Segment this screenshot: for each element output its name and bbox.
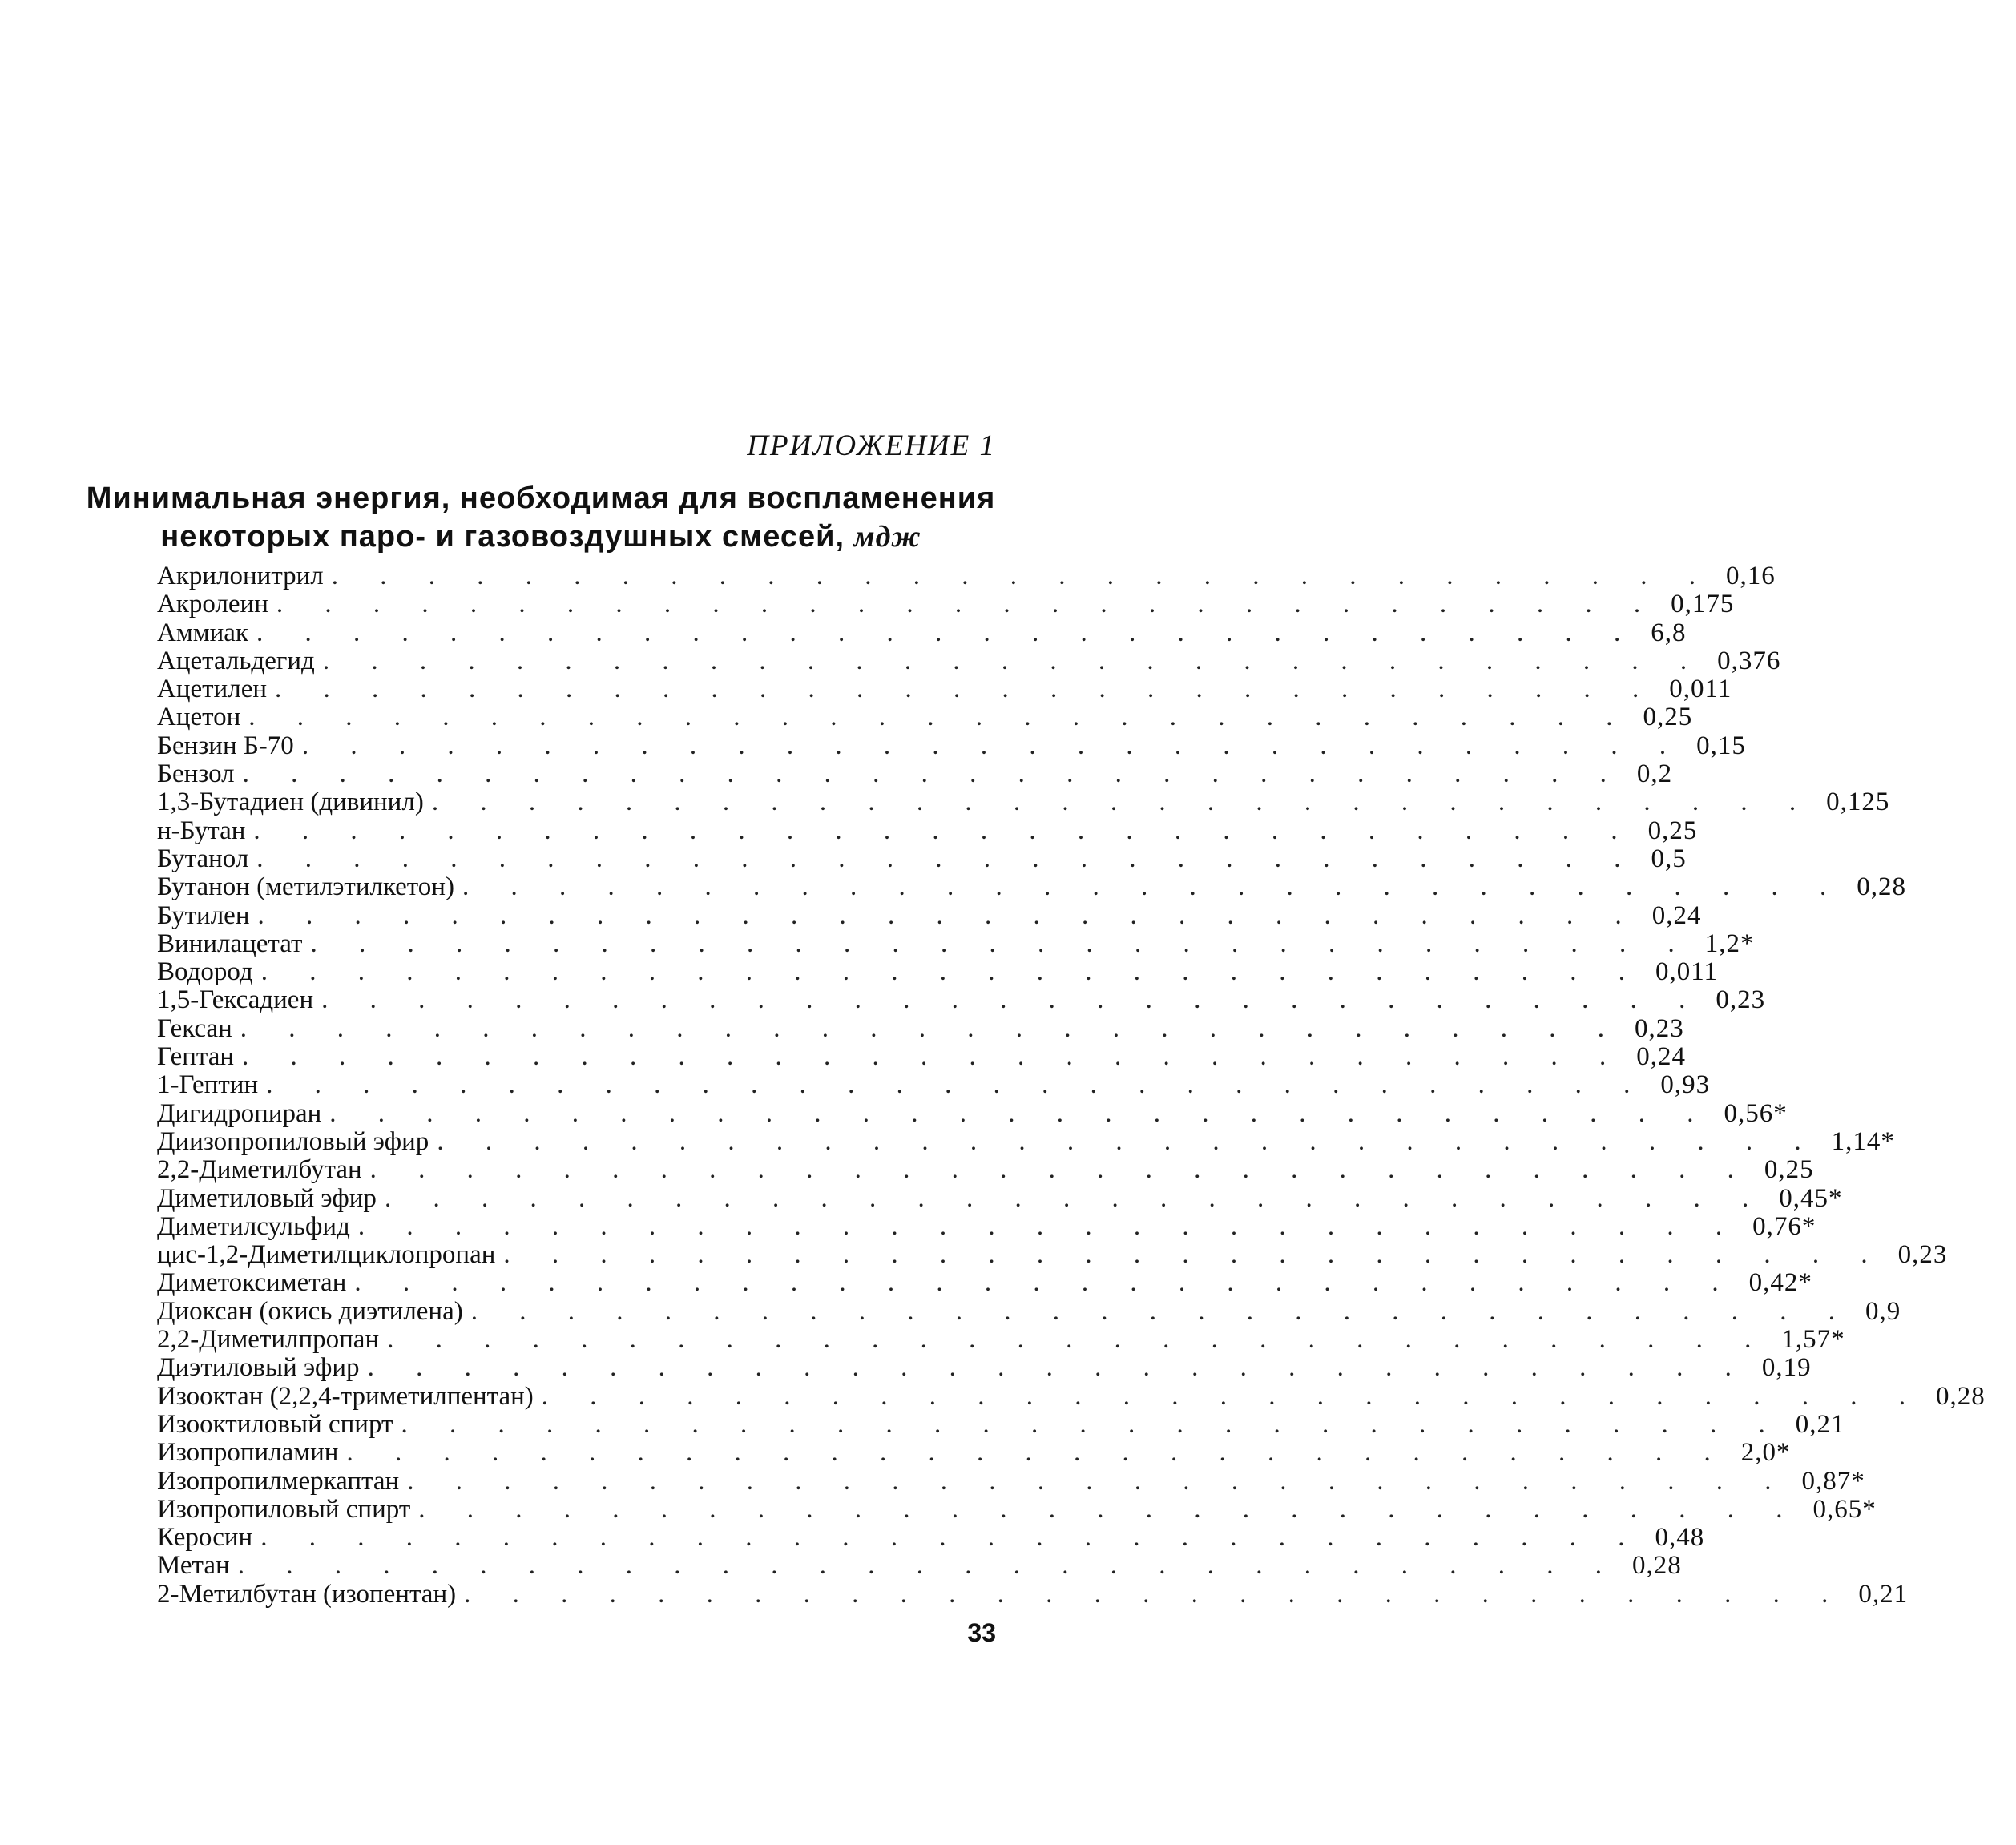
energy-value: 0,011 [1655, 957, 1718, 987]
energy-table [157, 562, 1986, 1609]
dot-leader: . . . . . . . . . . . . . . . . . . . . . . . . . . . . . [275, 675, 1657, 704]
substance-name: Бутанон (метилэтилкетон) [157, 872, 454, 902]
dot-leader: . . . . . . . . . . . . . . . . . . . . . . . . . . . . . [357, 1211, 1740, 1241]
dot-leader: . . . . . . . . . . . . . . . . . . . . . . . . . . . . . [329, 1098, 1712, 1128]
dot-leader: . . . . . . . . . . . . . . . . . . . . . . . . . . . . . [407, 1466, 1789, 1496]
substance-name: Изооктан (2,2,4-триметилпентан) [157, 1381, 534, 1411]
substance-name: н-Бутан [157, 816, 246, 845]
energy-value: 0,23 [1716, 985, 1766, 1015]
table-row [157, 1296, 1901, 1326]
substance-name: Дигидропиран [157, 1098, 322, 1128]
energy-value: 0,24 [1651, 900, 1702, 930]
dot-leader: . . . . . . . . . . . . . . . . . . . . . . . . . . . . . [266, 1070, 1648, 1100]
energy-value: 6,8 [1651, 618, 1687, 647]
table-row [157, 1098, 1788, 1128]
table-row [157, 562, 1776, 590]
energy-value: 0,25 [1647, 816, 1698, 845]
table-row [157, 1126, 1895, 1156]
substance-name: 2,2-Диметилбутан [157, 1155, 362, 1185]
substance-name: Диметиловый эфир [157, 1183, 377, 1213]
substance-name: Ацетальдегид [157, 646, 315, 675]
energy-value: 0,23 [1897, 1240, 1948, 1270]
table-row [157, 590, 1735, 619]
dot-leader: . . . . . . . . . . . . . . . . . . . . . . . . . . . . . [256, 844, 1639, 873]
substance-name: Керосин [157, 1523, 253, 1553]
substance-name: 2-Метилбутан (изопентан) [157, 1579, 457, 1609]
substance-name: Изопропилмеркаптан [157, 1466, 400, 1496]
energy-value: 0,9 [1865, 1296, 1901, 1326]
energy-value: 0,5 [1651, 844, 1687, 873]
dot-leader: . . . . . . . . . . . . . . . . . . . . . . . . . . . . . [257, 900, 1639, 930]
energy-value: 0,28 [1936, 1381, 1986, 1411]
energy-value: 0,28 [1631, 1551, 1682, 1581]
table-row [157, 1325, 1845, 1355]
substance-name: Диоксан (окись диэтилена) [157, 1296, 463, 1326]
substance-name: Метан [157, 1551, 230, 1581]
table-row [157, 1240, 1948, 1270]
energy-value: 0,42* [1748, 1268, 1812, 1298]
title-line-2-text: некоторых паро- и газовоздушных смесей, [160, 520, 845, 554]
dot-leader: . . . . . . . . . . . . . . . . . . . . . . . . . . . . . [464, 1579, 1846, 1609]
dot-leader: . . . . . . . . . . . . . . . . . . . . . . . . . . . . . [387, 1325, 1769, 1355]
dot-leader: . . . . . . . . . . . . . . . . . . . . . . . . . . . . . [346, 1438, 1728, 1468]
table-row [157, 900, 1702, 930]
dot-leader: . . . . . . . . . . . . . . . . . . . . . . . . . . . . . [367, 1353, 1749, 1383]
title-unit: мдж [853, 520, 921, 554]
dot-leader: . . . . . . . . . . . . . . . . . . . . . . . . . . . . . [242, 1042, 1624, 1072]
table-row [157, 816, 1698, 845]
dot-leader: . . . . . . . . . . . . . . . . . . . . . . . . . . . . . [354, 1268, 1736, 1298]
dot-leader: . . . . . . . . . . . . . . . . . . . . . . . . . . . . . [248, 703, 1631, 732]
title-line-2 [80, 518, 1002, 556]
substance-name: 2,2-Диметилпропан [157, 1325, 380, 1355]
dot-leader: . . . . . . . . . . . . . . . . . . . . . . . . . . . . . [384, 1183, 1767, 1213]
energy-value: 0,011 [1669, 675, 1732, 704]
table-row [157, 703, 1693, 732]
table-row [157, 1494, 1877, 1524]
energy-value: 0,25 [1643, 703, 1693, 732]
energy-value: 0,45* [1779, 1183, 1843, 1213]
dot-leader: . . . . . . . . . . . . . . . . . . . . . . . . . . . . . [237, 1551, 1619, 1581]
energy-value: 0,25 [1764, 1155, 1814, 1185]
substance-name: 1,5-Гексадиен [157, 985, 314, 1015]
dot-leader: . . . . . . . . . . . . . . . . . . . . . . . . . . . . . [260, 957, 1643, 987]
energy-value: 0,175 [1671, 590, 1735, 619]
energy-value: 0,19 [1761, 1353, 1812, 1383]
substance-name: Бензол [157, 759, 235, 789]
energy-value: 0,16 [1726, 562, 1776, 590]
energy-value: 2,0* [1740, 1438, 1791, 1468]
table-row [157, 929, 1755, 958]
table-row [157, 1523, 1705, 1553]
table-row [157, 872, 1906, 902]
dot-leader: . . . . . . . . . . . . . . . . . . . . . . . . . . . . . [240, 1013, 1623, 1043]
substance-name: цис-1,2-Диметилциклопропан [157, 1240, 496, 1270]
energy-value: 0,24 [1636, 1042, 1687, 1072]
energy-value: 0,21 [1795, 1409, 1845, 1439]
substance-name: Гексан [157, 1013, 232, 1043]
energy-value: 1,14* [1831, 1126, 1895, 1156]
energy-value: 0,48 [1655, 1523, 1705, 1553]
energy-value: 0,28 [1857, 872, 1906, 902]
substance-name: Ацетилен [157, 675, 267, 704]
title-line-1: Минимальная энергия, необходимая для воспламенения [86, 481, 996, 515]
table-row [157, 1438, 1791, 1468]
table-row [157, 1551, 1682, 1581]
table-row [157, 1579, 1909, 1609]
dot-leader: . . . . . . . . . . . . . . . . . . . . . . . . . . . . . [321, 985, 1704, 1015]
dot-leader: . . . . . . . . . . . . . . . . . . . . . . . . . . . . . [322, 646, 1705, 675]
page-number: 33 [967, 1618, 996, 1647]
substance-name: Ацетон [157, 703, 241, 732]
substance-name: Диэтиловый эфир [157, 1353, 360, 1383]
table-row [157, 1268, 1812, 1298]
energy-value: 0,376 [1717, 646, 1781, 675]
energy-value: 0,76* [1752, 1211, 1816, 1241]
table-row [157, 646, 1781, 675]
substance-name: 1,3-Бутадиен (дивинил) [157, 788, 424, 817]
table-row [157, 1042, 1687, 1072]
table-row [157, 844, 1687, 873]
substance-name: Диметилсульфид [157, 1211, 350, 1241]
table-row [157, 1353, 1812, 1383]
energy-value: 0,93 [1660, 1070, 1711, 1100]
energy-value: 0,87* [1801, 1466, 1865, 1496]
substance-name: Акрилонитрил [157, 562, 324, 590]
table-row [157, 1155, 1814, 1185]
energy-value: 0,65* [1812, 1494, 1877, 1524]
table-row [157, 1466, 1865, 1496]
dot-leader: . . . . . . . . . . . . . . . . . . . . . . . . . . . . . [418, 1494, 1800, 1524]
table-row [157, 731, 1746, 760]
dot-leader: . . . . . . . . . . . . . . . . . . . . . . . . . . . . . [276, 590, 1659, 619]
substance-name: Бутилен [157, 900, 250, 930]
energy-value: 0,23 [1635, 1013, 1684, 1043]
energy-value: 1,2* [1704, 929, 1755, 958]
dot-leader: . . . . . . . . . . . . . . . . . . . . . . . . . . . . . [310, 929, 1692, 958]
substance-name: Винилацетат [157, 929, 303, 958]
substance-name: Акролеин [157, 590, 268, 619]
energy-value: 0,56* [1724, 1098, 1788, 1128]
energy-value: 0,125 [1826, 788, 1890, 817]
table-row [157, 1013, 1684, 1043]
table-row [157, 1211, 1816, 1241]
energy-value: 0,15 [1696, 731, 1746, 760]
table-row [157, 1381, 1986, 1411]
dot-leader: . . . . . . . . . . . . . . . . . . . . . . . . . . . . . [301, 731, 1684, 760]
table-row [157, 788, 1890, 817]
substance-name: Изопропиловый спирт [157, 1494, 411, 1524]
table-row [157, 1070, 1711, 1100]
dot-leader: . . . . . . . . . . . . . . . . . . . . . . . . . . . . . [541, 1381, 1924, 1411]
dot-leader: . . . . . . . . . . . . . . . . . . . . . . . . . . . . . [401, 1409, 1783, 1439]
substance-name: Изопропиламин [157, 1438, 339, 1468]
table-row [157, 957, 1718, 987]
appendix-label: ПРИЛОЖЕНИЕ 1 [747, 429, 996, 462]
dot-leader: . . . . . . . . . . . . . . . . . . . . . . . . . . . . . [503, 1240, 1885, 1270]
dot-leader: . . . . . . . . . . . . . . . . . . . . . . . . . . . . . [462, 872, 1845, 902]
table-row [157, 1409, 1845, 1439]
dot-leader: . . . . . . . . . . . . . . . . . . . . . . . . . . . . . [242, 759, 1624, 789]
dot-leader: . . . . . . . . . . . . . . . . . . . . . . . . . . . . . [470, 1296, 1853, 1326]
dot-leader: . . . . . . . . . . . . . . . . . . . . . . . . . . . . . [256, 618, 1639, 647]
substance-name: Бутанол [157, 844, 249, 873]
dot-leader: . . . . . . . . . . . . . . . . . . . . . . . . . . . . . [431, 788, 1814, 817]
dot-leader: . . . . . . . . . . . . . . . . . . . . . . . . . . . . . [369, 1155, 1752, 1185]
substance-name: Диметоксиметан [157, 1268, 347, 1298]
dot-leader: . . . . . . . . . . . . . . . . . . . . . . . . . . . . . [437, 1126, 1819, 1156]
substance-name: 1-Гептин [157, 1070, 259, 1100]
dot-leader: . . . . . . . . . . . . . . . . . . . . . . . . . . . . . [253, 816, 1635, 845]
substance-name: Диизопропиловый эфир [157, 1126, 429, 1156]
energy-value: 1,57* [1781, 1325, 1845, 1355]
table-row [157, 985, 1766, 1015]
energy-value: 0,2 [1636, 759, 1673, 789]
dot-leader: . . . . . . . . . . . . . . . . . . . . . . . . . . . . . [260, 1523, 1643, 1553]
substance-name: Изооктиловый спирт [157, 1409, 393, 1439]
table-row [157, 618, 1687, 647]
table-row [157, 675, 1732, 704]
substance-name: Аммиак [157, 618, 248, 647]
table-row [157, 759, 1673, 789]
table-row [157, 1183, 1843, 1213]
substance-name: Водород [157, 957, 253, 987]
substance-name: Гептан [157, 1042, 235, 1072]
page-title [80, 479, 1002, 556]
dot-leader: . . . . . . . . . . . . . . . . . . . . . . . . . . . . . [331, 562, 1714, 590]
substance-name: Бензин Б-70 [157, 731, 294, 760]
energy-value: 0,21 [1858, 1579, 1909, 1609]
